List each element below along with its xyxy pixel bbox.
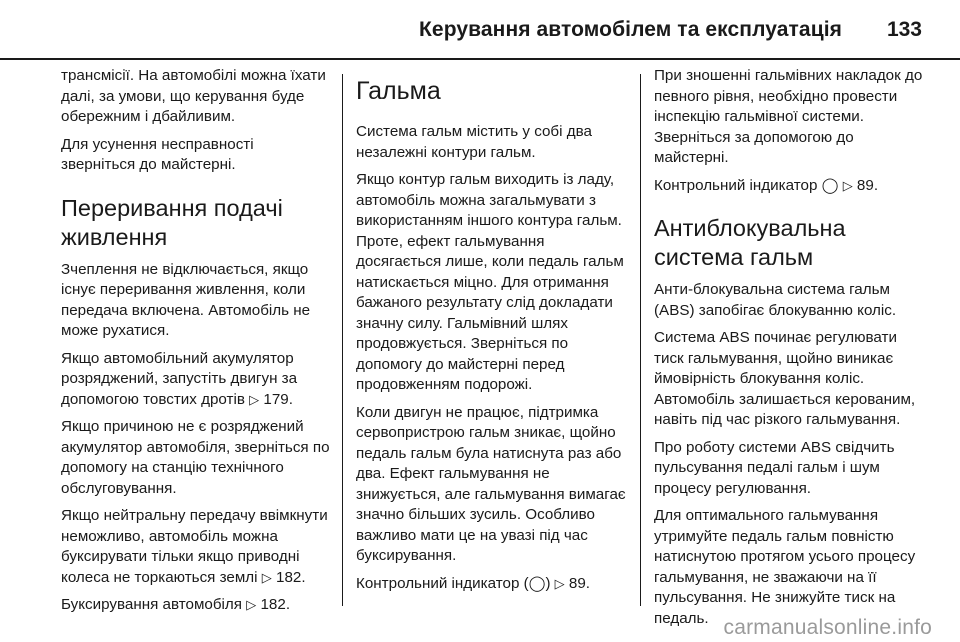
section-heading-power-interruption: Переривання подачі живлення [61, 194, 283, 250]
paragraph-text: Якщо автомобільний акумулятор розряджений, запустіть двигун за допомогою товстих дротів [61, 349, 298, 408]
page-header [0, 0, 960, 58]
page-reference-icon: ▷ [554, 575, 565, 591]
paragraph: трансмісії. На автомобілі можна їхати далі, за умови, що керування буде обережним і дбайливим. [61, 67, 326, 125]
page-reference-link[interactable]: 182. [260, 596, 291, 613]
paragraph: Коли двигун не працює, підтримка сервопристрою гальм зникає, щойно педаль гальм була натиснута раз або два. Ефект гальмування не знижується, але гальмування вимагає значно більших зусиль. Особливо важливо мати це на увазі під час буксирування. [356, 403, 626, 564]
page-reference-icon: ▷ [246, 597, 257, 612]
paragraph-text: Контрольний індикатор [654, 176, 818, 194]
paragraph: Система ABS починає регулювати тиск гальмування, щойно виникає ймовірність блокування коліс. Автомобіль залишається керованим, навіть під час різкого гальмування. [654, 329, 916, 428]
section-heading-brakes: Гальма [356, 77, 441, 105]
paragraph: Для оптимального гальмування утримуйте педаль гальм повністю натиснутою протягом усього процесу гальмування, не зважаючи на її пульсування. Не знижуйте тиск на педаль. [654, 507, 916, 627]
paragraph [356, 574, 628, 595]
header-divider [0, 58, 960, 60]
brake-pad-indicator-icon: ◯ [821, 176, 839, 194]
page-title: Керування автомобілем та експлуатація [419, 18, 842, 41]
page-reference-icon: ▷ [249, 391, 260, 407]
paragraph: Якщо причиною не є розряджений акумулятор автомобіля, зверніться по допомогу на станцію технічного обслуговування. [61, 418, 330, 497]
paragraph: Для усунення несправності зверніться до майстерні. [61, 135, 254, 173]
paragraph-text: Контрольний індикатор [356, 574, 520, 592]
paragraph-text: Буксирування автомобіля [61, 596, 243, 613]
paragraph [61, 349, 331, 411]
page-reference-link[interactable]: 89. [568, 574, 591, 592]
paragraph-text: Якщо нейтральну передачу ввімкнути неможливо, автомобіль можна буксирувати тільки якщо приводні колеса не торкаються землі [61, 507, 328, 586]
paragraph: Зчеплення не відключається, якщо існує переривання живлення, коли передача включена. Автомобіль не може рухатися. [61, 260, 311, 339]
paragraph: Анти-блокувальна система гальм (ABS) запобігає блокуванню коліс. [654, 281, 897, 319]
column-1 [61, 66, 331, 623]
column-3 [654, 66, 928, 636]
page-reference-link[interactable]: 89. [856, 176, 879, 194]
column-divider-1 [342, 74, 343, 606]
paragraph [654, 176, 928, 197]
column-divider-2 [640, 74, 641, 606]
page-reference-icon: ▷ [261, 569, 272, 585]
paragraph: При зношенні гальмівних накладок до певного рівня, необхідно провести інспекцію гальмівної системи. Зверніться за допомогою до майстерні. [654, 67, 923, 166]
paragraph: Система гальм містить у собі два незалежні контури гальм. [356, 123, 592, 161]
brake-warning-indicator-icon: (◯) [523, 574, 551, 592]
page-reference-icon: ▷ [842, 177, 853, 193]
paragraph [61, 595, 331, 616]
column-2 [356, 66, 628, 601]
paragraph [61, 506, 331, 588]
page-reference-link[interactable]: 179. [263, 390, 293, 408]
page-number: 133 [886, 18, 922, 41]
paragraph: Якщо контур гальм виходить із ладу, автомобіль можна загальмувати з використанням іншого контура гальм. Проте, ефект гальмування досягається лише, коли педаль гальм натискається міцно. Для отримання бажаного результату слід докладати значну силу. Гальмівний шлях продовжується. Зверніться по допомогу до майстерні перед продовженням подорожі. [356, 171, 624, 393]
watermark: carmanualsonline.info [723, 616, 932, 639]
section-heading-abs: Антиблокувальна система гальм [654, 215, 846, 270]
page-reference-link[interactable]: 182. [276, 568, 306, 586]
paragraph: Про роботу системи ABS свідчить пульсування педалі гальм і шум процесу регулювання. [654, 438, 895, 497]
